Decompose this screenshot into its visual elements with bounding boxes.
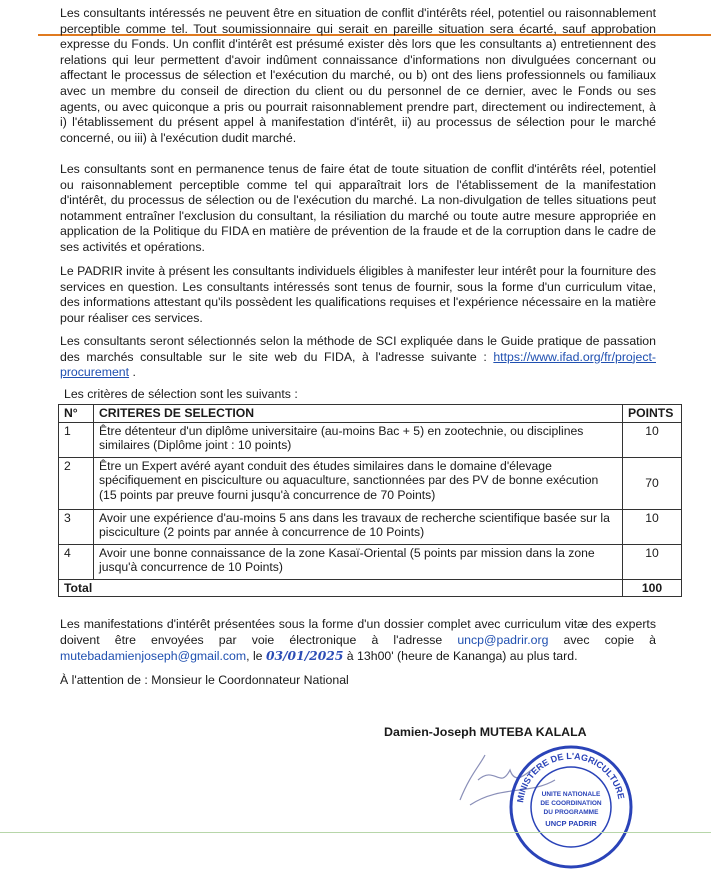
paragraph-submission bbox=[60, 617, 656, 665]
table-total-row bbox=[59, 579, 682, 597]
row-points: 10 bbox=[623, 422, 682, 457]
paragraph-selection-method bbox=[60, 334, 656, 381]
table-header-row bbox=[59, 405, 682, 423]
stamp-ring-text: MINISTERE DE L'AGRICULTURE bbox=[515, 750, 627, 804]
table-row bbox=[59, 422, 682, 457]
row-no: 1 bbox=[59, 422, 94, 457]
stamp-line: UNITE NATIONALE bbox=[541, 791, 601, 798]
table-row bbox=[59, 509, 682, 544]
table-row bbox=[59, 544, 682, 579]
row-criteria: Être détenteur d'un diplôme universitaire (au-moins Bac + 5) en zootechnie, ou disciplines similaires (Diplôme joint : 10 points) bbox=[94, 422, 623, 457]
header-criteria: CRITERES DE SELECTION bbox=[94, 405, 623, 423]
row-criteria: Avoir une bonne connaissance de la zone Kasaï-Oriental (5 points par mission dans la zone jusqu'à concurrence de 10 Points) bbox=[94, 544, 623, 579]
criteria-intro: Les critères de sélection sont les suivants : bbox=[64, 387, 298, 401]
selection-method-end: . bbox=[129, 365, 136, 380]
official-stamp bbox=[508, 744, 634, 870]
header-points: POINTS bbox=[623, 405, 682, 423]
email-uncp[interactable]: uncp@padrir.org bbox=[457, 632, 549, 647]
submission-text: avec copie à bbox=[548, 632, 656, 647]
row-points: 70 bbox=[623, 457, 682, 509]
paragraph-disclosure: Les consultants sont en permanence tenus de faire état de toute situation de conflit d'intérêts réel, potentiel ou raisonnablement perceptible comme tel qui apparaîtrait lors de l'établissement de la manifestation d'intérêt, du processus de sélection ou de l'exécution du marché. La non-divulgation de telles situations peut notamment entraîner l'exclusion du consultant, la résiliation du marché ou toute autre mesure appropriée en application de la Politique du FIDA en matière de prévention de la fraude et de la corruption dans le cadre de ses activités et opérations. bbox=[60, 162, 656, 254]
attention-line: À l'attention de : Monsieur le Coordonnateur National bbox=[60, 673, 349, 687]
signatory-name: Damien-Joseph MUTEBA KALALA bbox=[384, 725, 587, 739]
row-points: 10 bbox=[623, 544, 682, 579]
submission-text: Les manifestations d'intérêt présentées sous la forme d'un dossier complet avec curriculum vitæ des experts doivent être envoyées par voie électronique à l'adresse bbox=[60, 617, 656, 647]
stamp-line: DE COORDINATION bbox=[540, 800, 602, 807]
submission-text: à 13h00' (heure de Kananga) au plus tard. bbox=[343, 649, 578, 664]
stamp-line: UNCP PADRIR bbox=[545, 819, 597, 828]
row-criteria: Avoir une expérience d'au-moins 5 ans dans les travaux de recherche scientifique basée sur la pisciculture (2 points par année à concurrence de 10 Points) bbox=[94, 509, 623, 544]
row-criteria: Être un Expert avéré ayant conduit des études similaires dans le domaine d'élevage spécifiquement en pisciculture ou aquaculture, sanctionnées par des PV de bonne exécution (15 points par preuve fourni jusqu'à concurrence de 70 Points) bbox=[94, 457, 623, 509]
paragraph-invitation: Le PADRIR invite à présent les consultants individuels éligibles à manifester leur intérêt pour la fourniture des services en question. Les consultants intéressés sont tenus de fournir, sous la forme d'un curriculum vitae, des informations attestant qu'ils possèdent les qualifications requises et l'expérience nécessaire en la matière pour réaliser ces services. bbox=[60, 264, 656, 325]
footer-rule bbox=[0, 832, 711, 833]
total-label: Total bbox=[59, 579, 623, 597]
criteria-table bbox=[58, 404, 682, 597]
row-no: 2 bbox=[59, 457, 94, 509]
row-no: 4 bbox=[59, 544, 94, 579]
procurement-link[interactable]: https://www.ifad.org/fr/project-procurement bbox=[60, 349, 656, 380]
table-row bbox=[59, 457, 682, 509]
total-points: 100 bbox=[623, 579, 682, 597]
row-no: 3 bbox=[59, 509, 94, 544]
paragraph-conflict-of-interest: Les consultants intéressés ne peuvent être en situation de conflit d'intérêts réel, potentiel ou raisonnablement perceptible comme tel. Tout soumissionnaire qui serait en pareille situation sera écarté, sauf approbation expresse du Fonds. Un conflit d'intérêt est présumé exister dès lors que les consultants a) entretiennent des relations qui leur permettent d'avoir indûment connaissance d'informations non divulguées concernant ou affectant le processus de sélection et l'exécution du marché, ou b) ont des liens professionnels ou familiaux avec un membre du conseil de direction du client ou du personnel de ce dernier, avec le Fonds ou ses agents, ou avec quiconque a pris ou pourrait raisonnablement prendre part, directement ou indirectement, à i) l'établissement du présent appel à manifestation d'intérêt, ii) au processus de sélection pour le marché concerné, ou iii) à l'exécution dudit marché. bbox=[60, 6, 656, 145]
email-muteba[interactable]: mutebadamienjoseph@gmail.com bbox=[60, 649, 247, 664]
submission-text: , le bbox=[246, 649, 266, 664]
selection-method-text: Les consultants seront sélectionnés selon la méthode de SCI expliquée dans le Guide pratique de passation des marchés consultable sur le site web du FIDA, à l'adresse suivante : bbox=[60, 334, 656, 364]
header-no: N° bbox=[59, 405, 94, 423]
stamp-line: DU PROGRAMME bbox=[543, 809, 599, 816]
handwritten-date: 03/01/2025 bbox=[265, 648, 344, 664]
row-points: 10 bbox=[623, 509, 682, 544]
